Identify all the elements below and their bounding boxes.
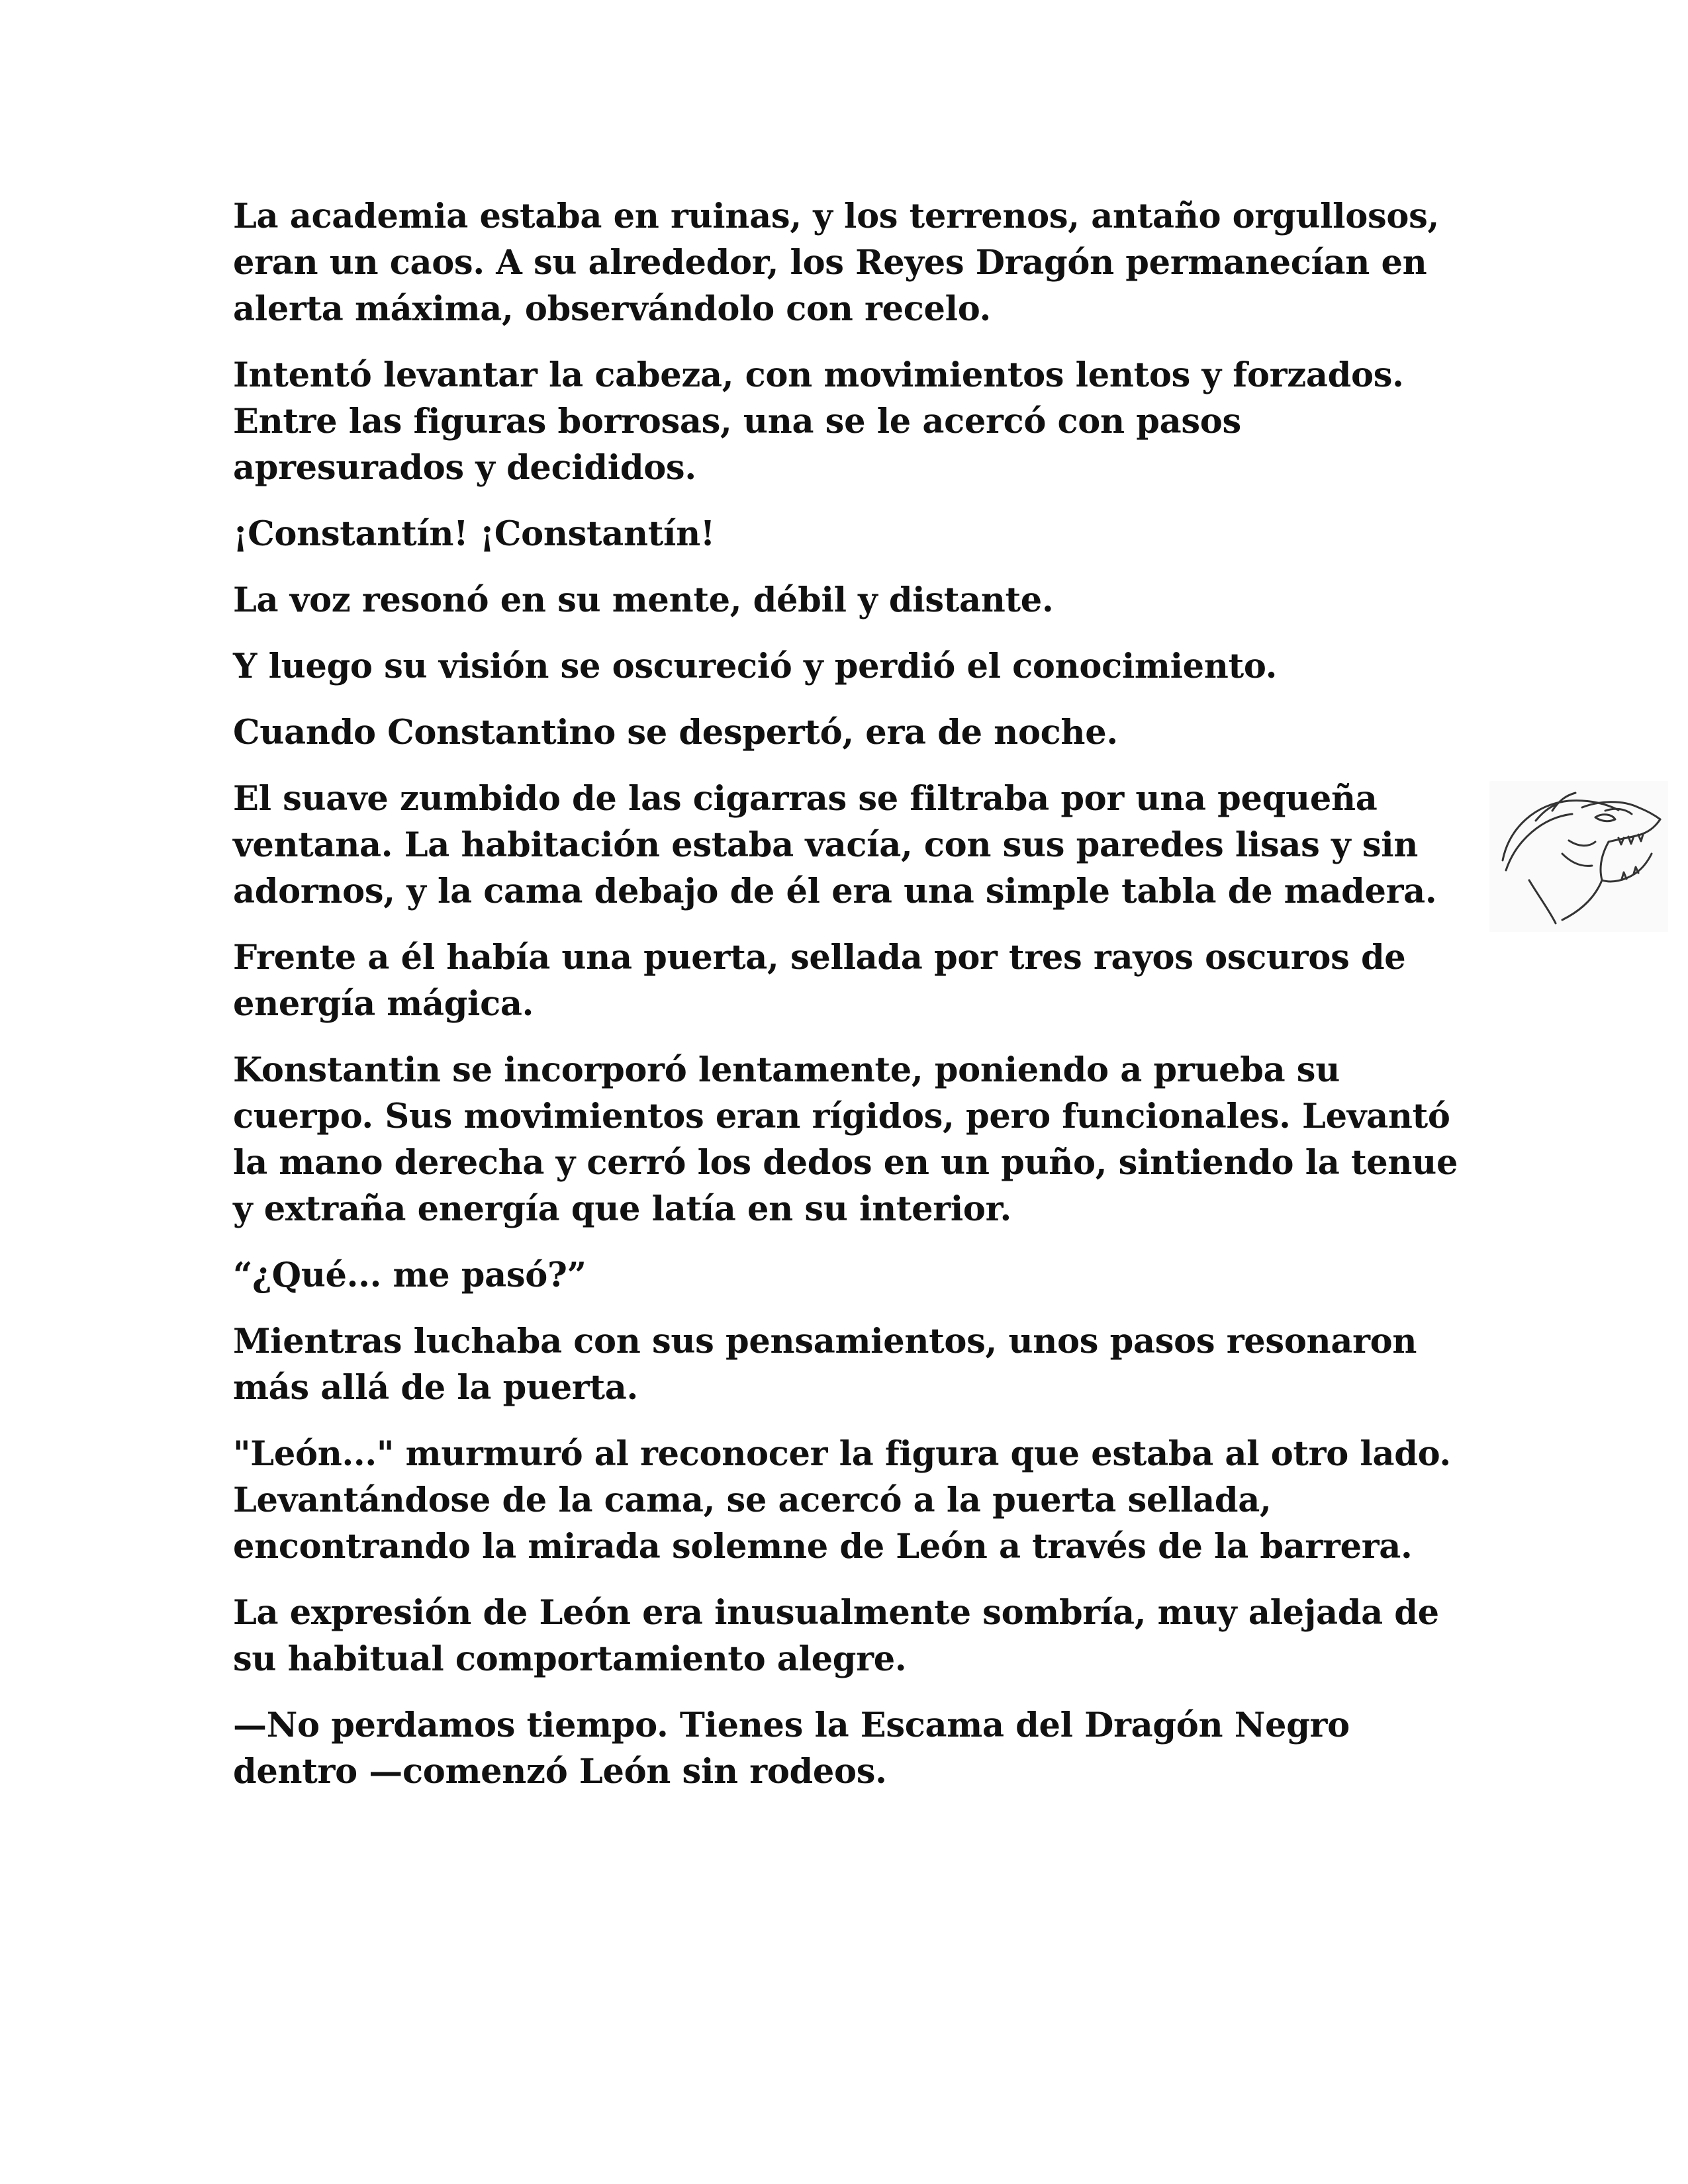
paragraph-3: ¡Constantín! ¡Constantín! bbox=[233, 514, 715, 554]
paragraph-8: Frente a él había una puerta, sellada por tres rayos oscuros de energía mágica. bbox=[233, 938, 1406, 1024]
paragraph-2: Intentó levantar la cabeza, con movimientos lentos y forzados. Entre las figuras borrosas, una se le acercó con pasos apresurados y decididos. bbox=[233, 355, 1404, 488]
story-text bbox=[233, 193, 1471, 1815]
paragraph-10: “¿Qué... me pasó?” bbox=[233, 1255, 586, 1295]
paragraph-4: La voz resonó en su mente, débil y distante. bbox=[233, 580, 1054, 620]
paragraph-9: Konstantin se incorporó lentamente, poniendo a prueba su cuerpo. Sus movimientos eran rígidos, pero funcionales. Levantó la mano derecha y cerró los dedos en un puño, sintiendo la tenue y extraña energía que latía en su interior. bbox=[233, 1050, 1458, 1229]
paragraph-5: Y luego su visión se oscureció y perdió el conocimiento. bbox=[233, 647, 1278, 686]
paragraph-7: El suave zumbido de las cigarras se filtraba por una pequeña ventana. La habitación estaba vacía, con sus paredes lisas y sin adornos, y la cama debajo de él era una simple tabla de madera. bbox=[233, 779, 1437, 911]
paragraph-6: Cuando Constantino se despertó, era de noche. bbox=[233, 713, 1118, 752]
paragraph-12: "León..." murmuró al reconocer la figura que estaba al otro lado. Levantándose de la cama, se acercó a la puerta sellada, encontrando la mirada solemne de León a través de la barrera. bbox=[233, 1434, 1451, 1567]
paragraph-1: La academia estaba en ruinas, y los terrenos, antaño orgullosos, eran un caos. A su alrededor, los Reyes Dragón permanecían en alerta máxima, observándolo con recelo. bbox=[233, 197, 1439, 329]
paragraph-14: —No perdamos tiempo. Tienes la Escama del Dragón Negro dentro —comenzó León sin rodeos. bbox=[233, 1706, 1350, 1792]
paragraph-11: Mientras luchaba con sus pensamientos, unos pasos resonaron más allá de la puerta. bbox=[233, 1322, 1417, 1408]
paragraph-13: La expresión de León era inusualmente sombría, muy alejada de su habitual comportamiento alegre. bbox=[233, 1593, 1439, 1679]
dragon-head-sketch-icon bbox=[1489, 781, 1668, 932]
